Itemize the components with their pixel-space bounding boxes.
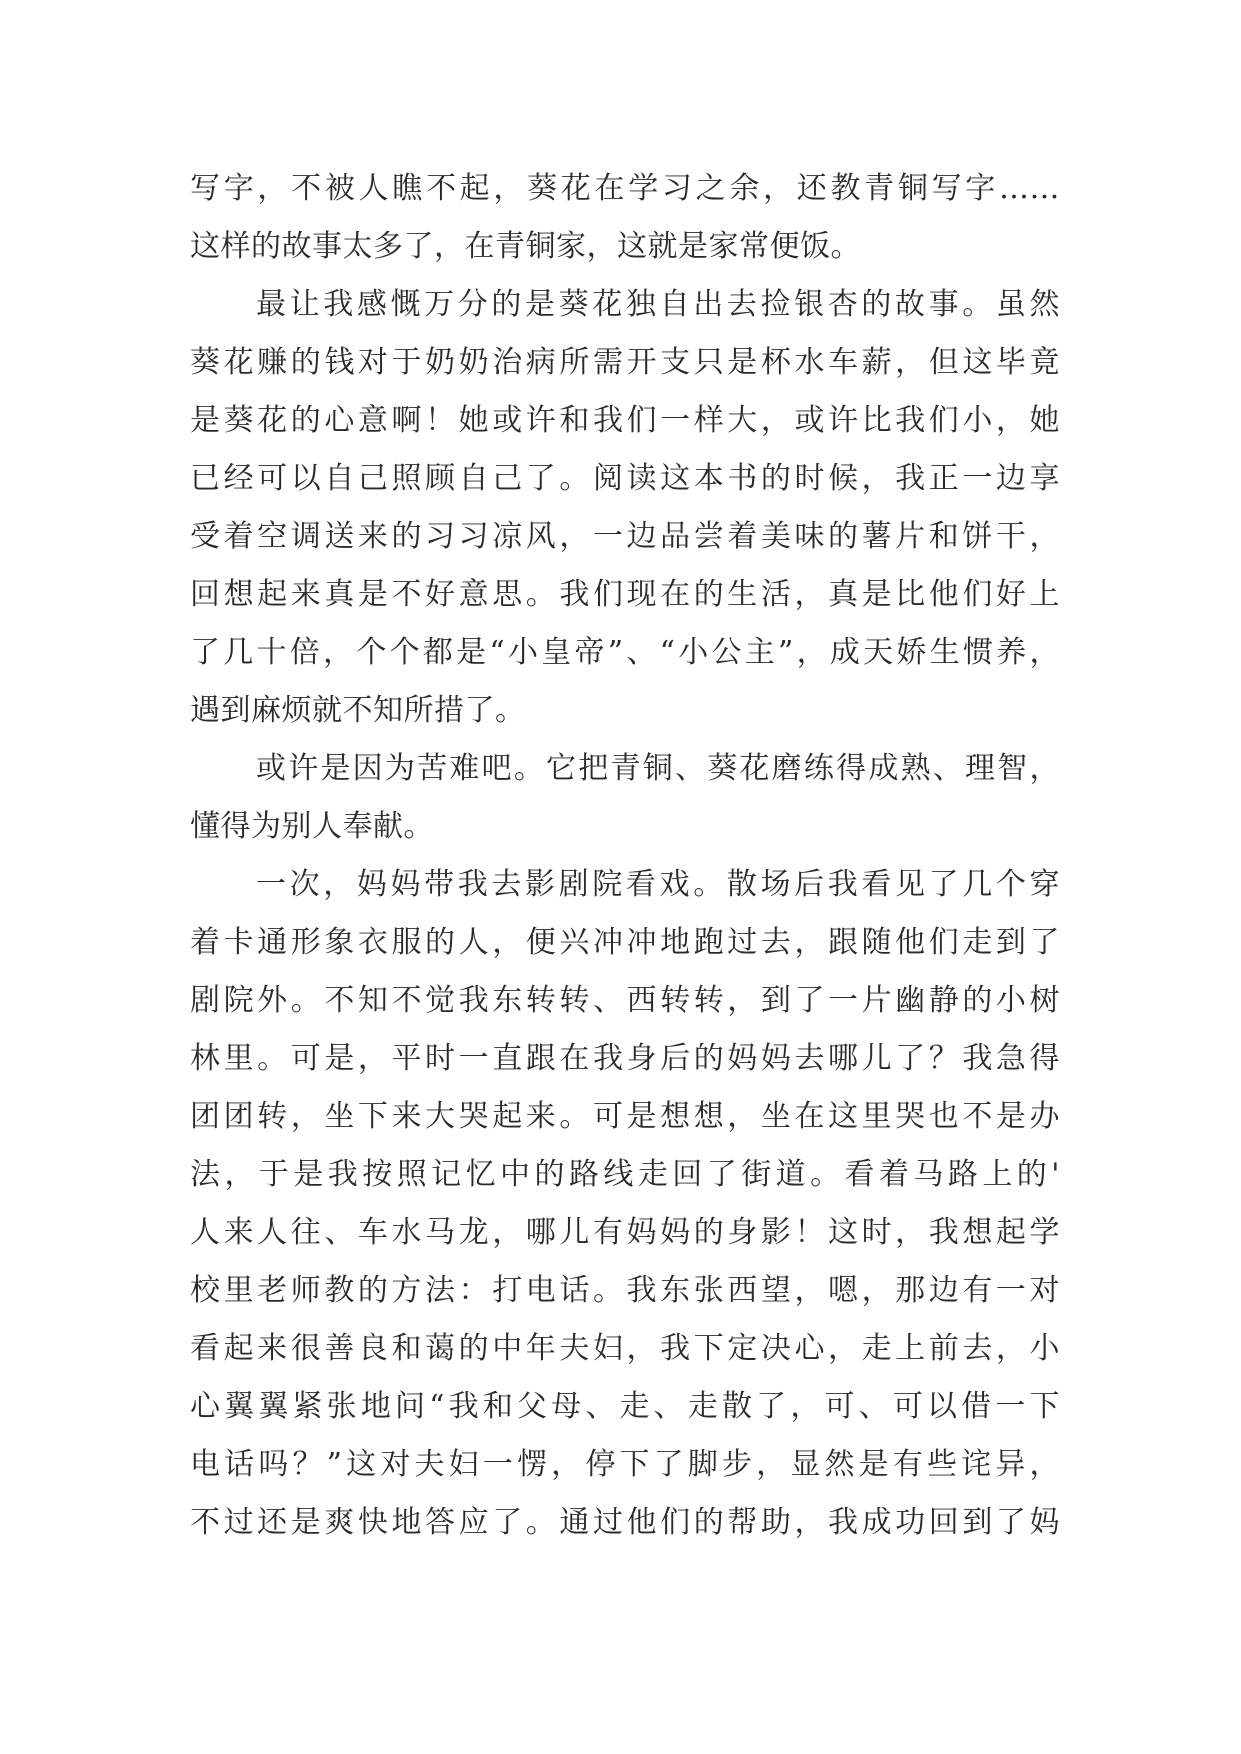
text-line: 心翼翼紧张地问“我和父母、走、走散了，可、可以借一下 [190, 1389, 1060, 1424]
text-line: 或许是因为苦难吧。它把青铜、葵花磨练得成熟、理智， [256, 751, 1060, 786]
text-line: 写字，不被人瞧不起，葵花在学习之余，还教青铜写字…… [190, 171, 1060, 206]
text-line: 看起来很善良和蔼的中年夫妇，我下定决心，走上前去，小 [190, 1331, 1060, 1366]
text-line: 葵花赚的钱对于奶奶治病所需开支只是杯水车薪，但这毕竟 [190, 345, 1060, 380]
text-line: 受着空调送来的习习凉风，一边品尝着美味的薯片和饼干， [190, 519, 1060, 554]
text-line: 遇到麻烦就不知所措了。 [190, 693, 526, 728]
text-line: 法，于是我按照记忆中的路线走回了街道。看着马路上的' [190, 1157, 1060, 1192]
text-line: 剧院外。不知不觉我东转转、西转转，到了一片幽静的小树 [190, 983, 1060, 1018]
text-line: 是葵花的心意啊！她或许和我们一样大，或许比我们小，她 [190, 403, 1060, 438]
text-line: 电话吗？”这对夫妇一愣，停下了脚步，显然是有些诧异， [190, 1447, 1060, 1482]
text-line: 回想起来真是不好意思。我们现在的生活，真是比他们好上 [190, 577, 1060, 612]
text-line: 着卡通形象衣服的人，便兴冲冲地跑过去，跟随他们走到了 [190, 925, 1060, 960]
text-line: 了几十倍，个个都是“小皇帝”、“小公主”，成天娇生惯养， [190, 635, 1060, 670]
text-line: 团团转，坐下来大哭起来。可是想想，坐在这里哭也不是办 [190, 1099, 1060, 1134]
text-line: 最让我感慨万分的是葵花独自出去捡银杏的故事。虽然 [256, 287, 1060, 322]
text-line: 这样的故事太多了，在青铜家，这就是家常便饭。 [190, 229, 861, 264]
text-line: 林里。可是，平时一直跟在我身后的妈妈去哪儿了？我急得 [190, 1041, 1060, 1076]
text-line: 不过还是爽快地答应了。通过他们的帮助，我成功回到了妈 [190, 1505, 1060, 1540]
text-line: 校里老师教的方法：打电话。我东张西望，嗯，那边有一对 [190, 1273, 1060, 1308]
document-body [190, 160, 1060, 1552]
text-line: 懂得为别人奉献。 [190, 809, 434, 844]
text-line: 一次，妈妈带我去影剧院看戏。散场后我看见了几个穿 [256, 867, 1060, 902]
text-line: 已经可以自己照顾自己了。阅读这本书的时候，我正一边享 [190, 461, 1060, 496]
text-line: 人来人往、车水马龙，哪儿有妈妈的身影！这时，我想起学 [190, 1215, 1060, 1250]
